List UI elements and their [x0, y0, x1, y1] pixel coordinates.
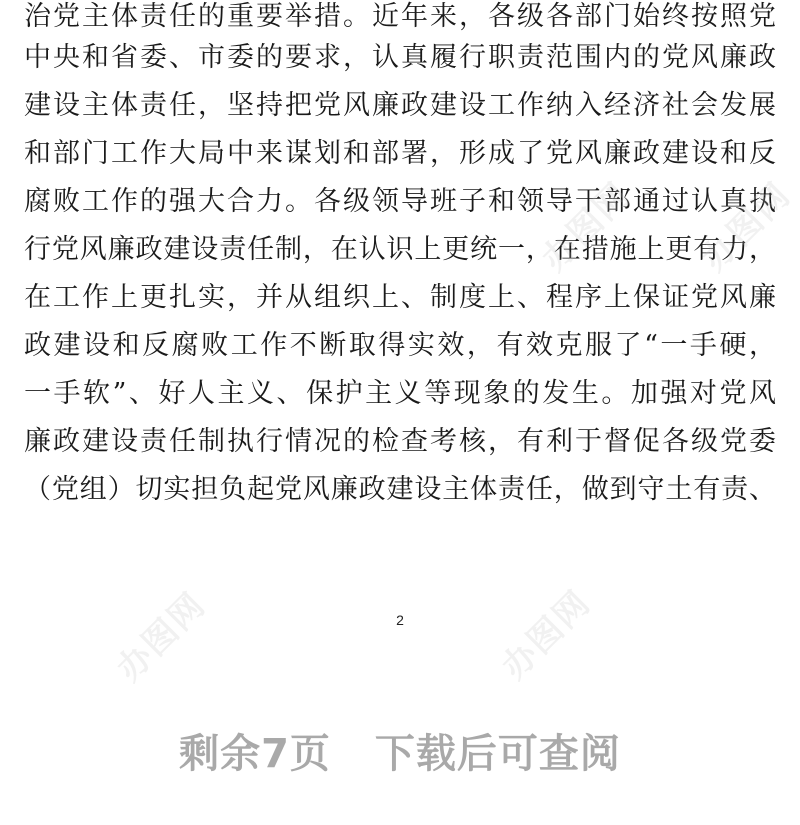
text-line: 政建设和反腐败工作不断取得实效，有效克服了“一手硬，: [24, 330, 776, 361]
text-line: 中央和省委、市委的要求，认真履行职责范围内的党风廉政: [24, 42, 776, 73]
text-line: 和部门工作大局中来谋划和部署，形成了党风廉政建设和反: [24, 138, 776, 169]
page-number: 2: [396, 612, 404, 628]
text-line: 在工作上更扎实，并从组织上、制度上、程序上保证党风廉: [24, 282, 776, 313]
watermark: 办图网: [494, 582, 599, 688]
text-line: 建设主体责任，坚持把党风廉政建设工作纳入经济社会发展: [24, 90, 776, 121]
text-line: 廉政建设责任制执行情况的检查考核，有利于督促各级党委: [24, 426, 776, 457]
text-line: 腐败工作的强大合力。各级领导班子和领导干部通过认真执: [24, 186, 776, 217]
text-line: （党组）切实担负起党风廉政建设主体责任，做到守土有责、: [24, 474, 776, 505]
text-line: 行党风廉政建设责任制，在认识上更统一，在措施上更有力，: [24, 234, 776, 265]
remaining-pages-banner: [0, 722, 800, 779]
watermark: 办图网: [694, 174, 799, 280]
text-line: 治党主体责任的重要举措。近年来，各级各部门始终按照党: [24, 1, 776, 32]
download-to-view-label[interactable]: 下载后可查阅: [374, 731, 621, 777]
document-body: [24, 0, 776, 514]
text-line: 一手软”、好人主义、保护主义等现象的发生。加强对党风: [24, 378, 776, 409]
watermark: 办图网: [109, 584, 214, 690]
remaining-pages-label: 剩余7页: [179, 731, 331, 777]
watermark: 办图网: [534, 174, 639, 280]
